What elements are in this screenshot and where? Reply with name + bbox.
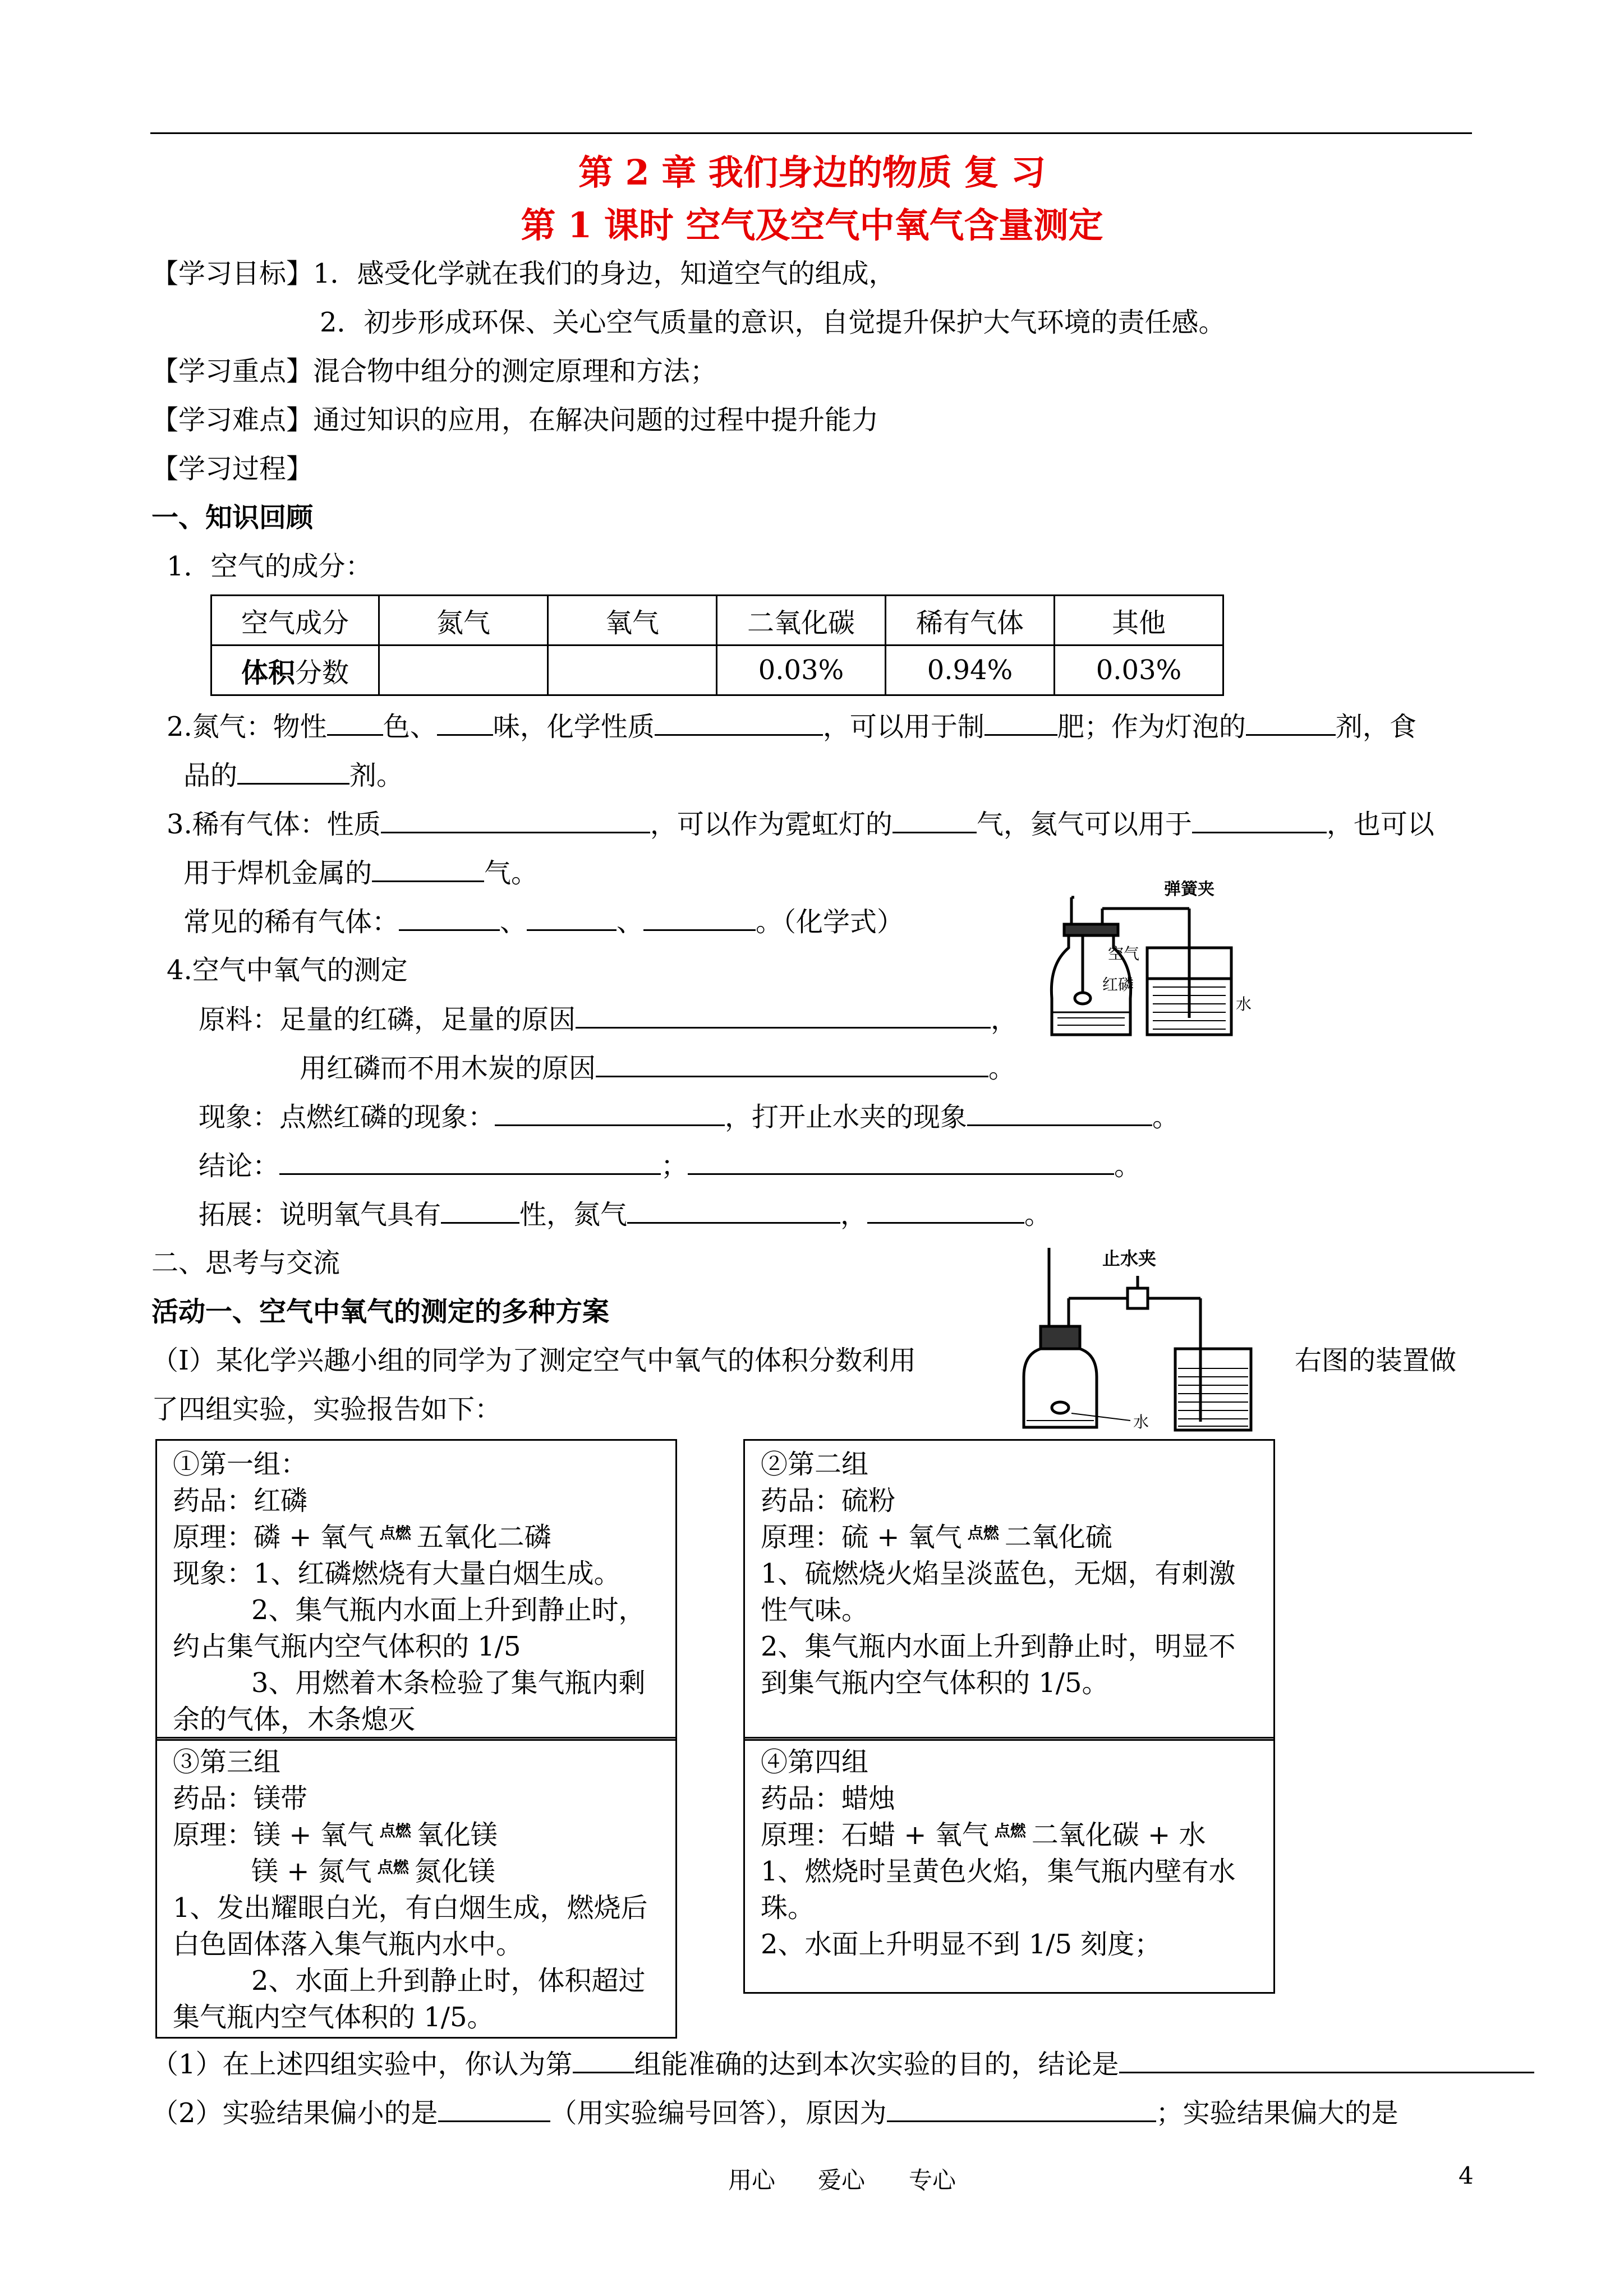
table-row-label: 体积分数: [211, 646, 379, 695]
section2-heading: 二、思考与交流: [151, 1247, 341, 1279]
clamp-label: 止水夹: [1102, 1248, 1157, 1269]
page-number: 4: [1459, 2162, 1474, 2189]
q4-conclusion: 结论： ； 。: [199, 1149, 1141, 1183]
group1-line: 现象：1、红磷燃烧有大量白烟生成。: [173, 1558, 621, 1589]
composition-table: [210, 594, 1224, 696]
group3-title: ③第三组: [173, 1746, 281, 1778]
group4-box: [743, 1737, 1275, 1994]
q4-phenomenon: 现象：点燃红磷的现象： ，打开止水夹的现象 。: [199, 1100, 1179, 1134]
phosphorus-apparatus-figure: [1041, 880, 1259, 1043]
group2-line: 到集气瓶内空气体积的 1/5。: [761, 1667, 1109, 1699]
group2-line: 2、集气瓶内水面上升到静止时，明显不: [761, 1631, 1236, 1662]
group3-line: 集气瓶内空气体积的 1/5。: [173, 2002, 494, 2033]
q3-line3: 常见的稀有气体： 、 、 。（化学式）: [183, 905, 904, 939]
chapter-title: 第 2 章 我们身边的物质 复 习: [578, 152, 1046, 193]
table-cell: 0.03%: [1055, 646, 1223, 695]
group3-line: 2、水面上升到静止时，体积超过: [251, 1965, 646, 1997]
section1-heading: 一、知识回顾: [151, 502, 314, 533]
air-label: 空气: [1108, 944, 1140, 963]
table-header-cell: 稀有气体: [886, 596, 1055, 646]
group1-line: 约占集气瓶内空气体积的 1/5: [173, 1631, 521, 1662]
table-cell: [379, 646, 548, 695]
table-header-cell: 氮气: [379, 596, 548, 646]
intro-line1-end: 右图的装置做: [1295, 1345, 1457, 1376]
header-rule: [150, 132, 1472, 134]
water-label: 水: [1236, 995, 1252, 1013]
clip-label: 弹簧夹: [1164, 880, 1214, 899]
group2-drug: 药品：硫粉: [761, 1485, 896, 1516]
group2-line: 1、硫燃烧火焰呈淡蓝色，无烟，有刺激: [761, 1558, 1236, 1589]
q3-line2: 用于焊机金属的 气。: [183, 856, 538, 890]
table-row: [211, 596, 1223, 646]
table-cell: 0.94%: [886, 646, 1055, 695]
group2-line: 性气味。: [761, 1594, 869, 1626]
group4-line: 珠。: [761, 1892, 815, 1924]
objectives-line1: 【学习目标】1．感受化学就在我们的身边，知道空气的组成，: [151, 258, 896, 289]
group3-drug: 药品：镁带: [173, 1783, 308, 1814]
group4-principle: 原理：石蜡 + 氧气 $^{点燃}$ 二氧化碳 + 水: [761, 1819, 1206, 1851]
group2-principle: 原理：硫 + 氧气 $^{点燃}$ 二氧化硫: [761, 1522, 1112, 1553]
table-header-cell: 二氧化碳: [717, 596, 886, 646]
footer-motto-3: 专心: [909, 2166, 956, 2194]
table-cell: 0.03%: [717, 646, 886, 695]
group1-title: ①第一组：: [173, 1449, 308, 1480]
question1: （1）在上述四组实验中，你认为第 组能准确的达到本次实验的目的，结论是: [151, 2047, 1534, 2081]
question2: （2）实验结果偏小的是 （用实验编号回答），原因为 ；实验结果偏大的是: [151, 2096, 1398, 2130]
q1-label: 1．空气的成分：: [167, 551, 372, 582]
q4-extend: 拓展：说明氧气具有 性，氮气 ， 。: [199, 1197, 1051, 1232]
objectives-line2: 2．初步形成环保、关心空气质量的意识，自觉提升保护大气环境的责任感。: [320, 307, 1226, 338]
group1-line: 余的气体，木条熄灭: [173, 1704, 416, 1735]
group4-title: ④第四组: [761, 1746, 869, 1778]
activity1-heading: 活动一、空气中氧气的测定的多种方案: [151, 1296, 610, 1327]
water-clamp-apparatus-figure: [1018, 1242, 1259, 1433]
group3-box: [155, 1737, 677, 2039]
intro-line1: （Ⅰ）某化学兴趣小组的同学为了测定空气中氧气的体积分数利用: [151, 1345, 916, 1376]
key-point: 【学习重点】混合物中组分的测定原理和方法；: [151, 356, 717, 387]
group2-title: ②第二组: [761, 1449, 869, 1480]
process-heading: 【学习过程】: [151, 453, 314, 485]
difficulty: 【学习难点】通过知识的应用，在解决问题的过程中提升能力: [151, 404, 879, 436]
group1-box: [155, 1439, 677, 1741]
q3-line1: 3.稀有气体：性质 ，可以作为霓虹灯的 气，氦气可以用于 ，也可以: [167, 807, 1434, 841]
intro-line2: 了四组实验，实验报告如下：: [151, 1394, 502, 1425]
group3-line: 1、发出耀眼白光，有白烟生成，燃烧后: [173, 1892, 648, 1924]
lesson-title: 第 1 课时 空气及空气中氧气含量测定: [521, 205, 1103, 246]
group1-drug: 药品：红磷: [173, 1485, 308, 1516]
table-header-cell: 其他: [1055, 596, 1223, 646]
group4-line: 1、燃烧时呈黄色火焰，集气瓶内壁有水: [761, 1856, 1236, 1887]
q4-title: 4.空气中氧气的测定: [167, 955, 408, 986]
footer-motto-2: 爱心: [818, 2166, 866, 2194]
group1-line: 2、集气瓶内水面上升到静止时，: [251, 1594, 646, 1626]
footer-motto-1: 用心: [728, 2166, 776, 2194]
water-label-2: 水: [1133, 1413, 1149, 1431]
group1-line: 3、用燃着木条检验了集气瓶内剩: [251, 1667, 646, 1699]
group3-line: 白色固体落入集气瓶内水中。: [173, 1929, 523, 1960]
q4-material: 原料：足量的红磷，足量的原因 ，: [199, 1002, 1018, 1036]
table-cell: [548, 646, 717, 695]
q4-reason: 用红磷而不用木炭的原因 。: [300, 1051, 1015, 1085]
group1-principle: 原理：磷 + 氧气 $^{点燃}$ 五氧化二磷: [173, 1522, 551, 1553]
group3-principle2: 镁 + 氮气 $^{点燃}$ 氮化镁: [251, 1856, 495, 1887]
phosphorus-label: 红磷: [1102, 975, 1134, 994]
table-header-cell: 空气成分: [211, 596, 379, 646]
group3-principle: 原理：镁 + 氧气 $^{点燃}$ 氧化镁: [173, 1819, 498, 1851]
q2-line1: 2.氮气：物性 色、 味，化学性质 ，可以用于制 肥；作为灯泡的 剂，食: [167, 709, 1416, 744]
group4-line: 2、水面上升明显不到 1/5 刻度；: [761, 1929, 1162, 1960]
table-header-cell: 氧气: [548, 596, 717, 646]
group4-drug: 药品：蜡烛: [761, 1783, 896, 1814]
group2-box: [743, 1439, 1275, 1741]
q2-line2: 品的 剂。: [183, 758, 403, 792]
table-row: [211, 646, 1223, 695]
